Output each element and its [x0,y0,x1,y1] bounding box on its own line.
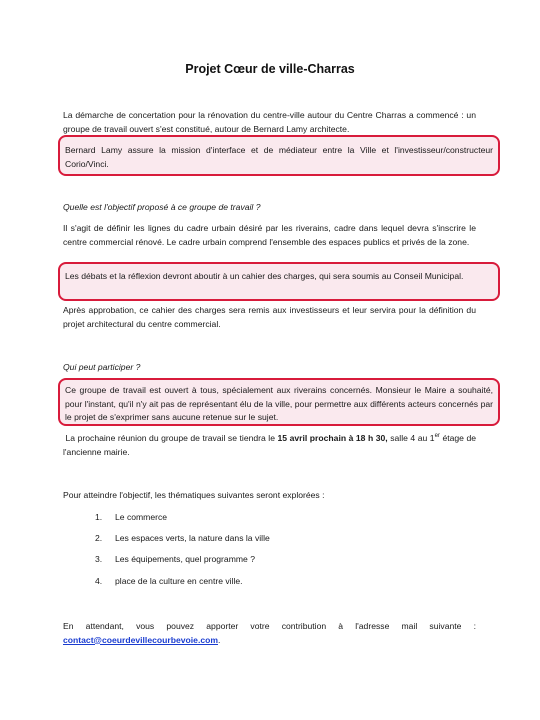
closing-paragraph [63,620,476,647]
list-item-label: Le commerce [115,512,168,522]
meeting-ordinal-suffix: er [434,433,440,440]
list-item-label: place de la culture en centre ville. [115,576,243,586]
closing-period: . [218,634,221,645]
list-item [95,533,270,543]
meeting-text-before: La prochaine réunion du groupe de travail se tiendra le [65,433,278,443]
question-participants: Qui peut participer ? [63,362,141,372]
highlight-box-participants [58,378,500,426]
intro-paragraph: La démarche de concertation pour la rénovation du centre-ville autour du Centre Charras a commencé : un groupe de travail ouvert s'est constitué, autour de Bernard Lamy architecte. [63,110,476,134]
list-item [95,554,255,564]
document-title: Projet Cœur de ville-Charras [185,62,355,76]
participants-paragraph: Ce groupe de travail est ouvert à tous, spécialement aux riverains concernés. Monsieur le Maire a souhaité, pour l'instant, qu'il n'y ait pas de représentant élu de la ville, pour permettre aux différents acteurs concernés par le projet de s'exprimer sans aucune retenue sur le sujet. [65,385,493,423]
meeting-date: 15 avril prochain à 18 h 30, [277,433,388,443]
closing-text: En attendant, vous pouvez apporter votre contribution à l'adresse mail suivante : [63,621,476,631]
list-item-number: 1. [95,512,103,522]
highlight-box-specifications [58,262,500,301]
email-link[interactable]: contact@coeurdevillecourbevoie.com [63,634,218,645]
list-item-number: 3. [95,554,103,564]
meeting-text-after: salle 4 au 1 [387,433,435,443]
list-item [95,512,167,522]
list-item-label: Les espaces verts, la nature dans la ville [115,533,270,543]
mediator-paragraph: Bernard Lamy assure la mission d'interface et de médiateur entre la Ville et l'investisseur/constructeur Corio/Vinci. [65,145,493,169]
objective-paragraph: Il s'agit de définir les lignes du cadre urbain désiré par les riverains, cadre dans lequel devra s'inscrire le centre commercial rénové. Le cadre urbain comprend l'ensemble des espaces publics et privés de la zone. [63,223,476,247]
meeting-text-end: étage de l'ancienne mairie. [63,433,477,457]
meeting-paragraph [63,432,476,459]
list-item [95,576,243,586]
highlight-box-mediator [58,135,500,176]
approval-paragraph: Après approbation, ce cahier des charges sera remis aux investisseurs et leur servira pour la définition du projet architectural du centre commercial. [63,305,476,329]
list-item-number: 4. [95,576,103,586]
specifications-paragraph: Les débats et la réflexion devront aboutir à un cahier des charges, qui sera soumis au Conseil Municipal. [65,271,464,281]
question-objective: Quelle est l'objectif proposé à ce groupe de travail ? [63,202,261,212]
list-item-label: Les équipements, quel programme ? [115,554,255,564]
themes-intro: Pour atteindre l'objectif, les thématiques suivantes seront explorées : [63,490,325,500]
list-item-number: 2. [95,533,103,543]
